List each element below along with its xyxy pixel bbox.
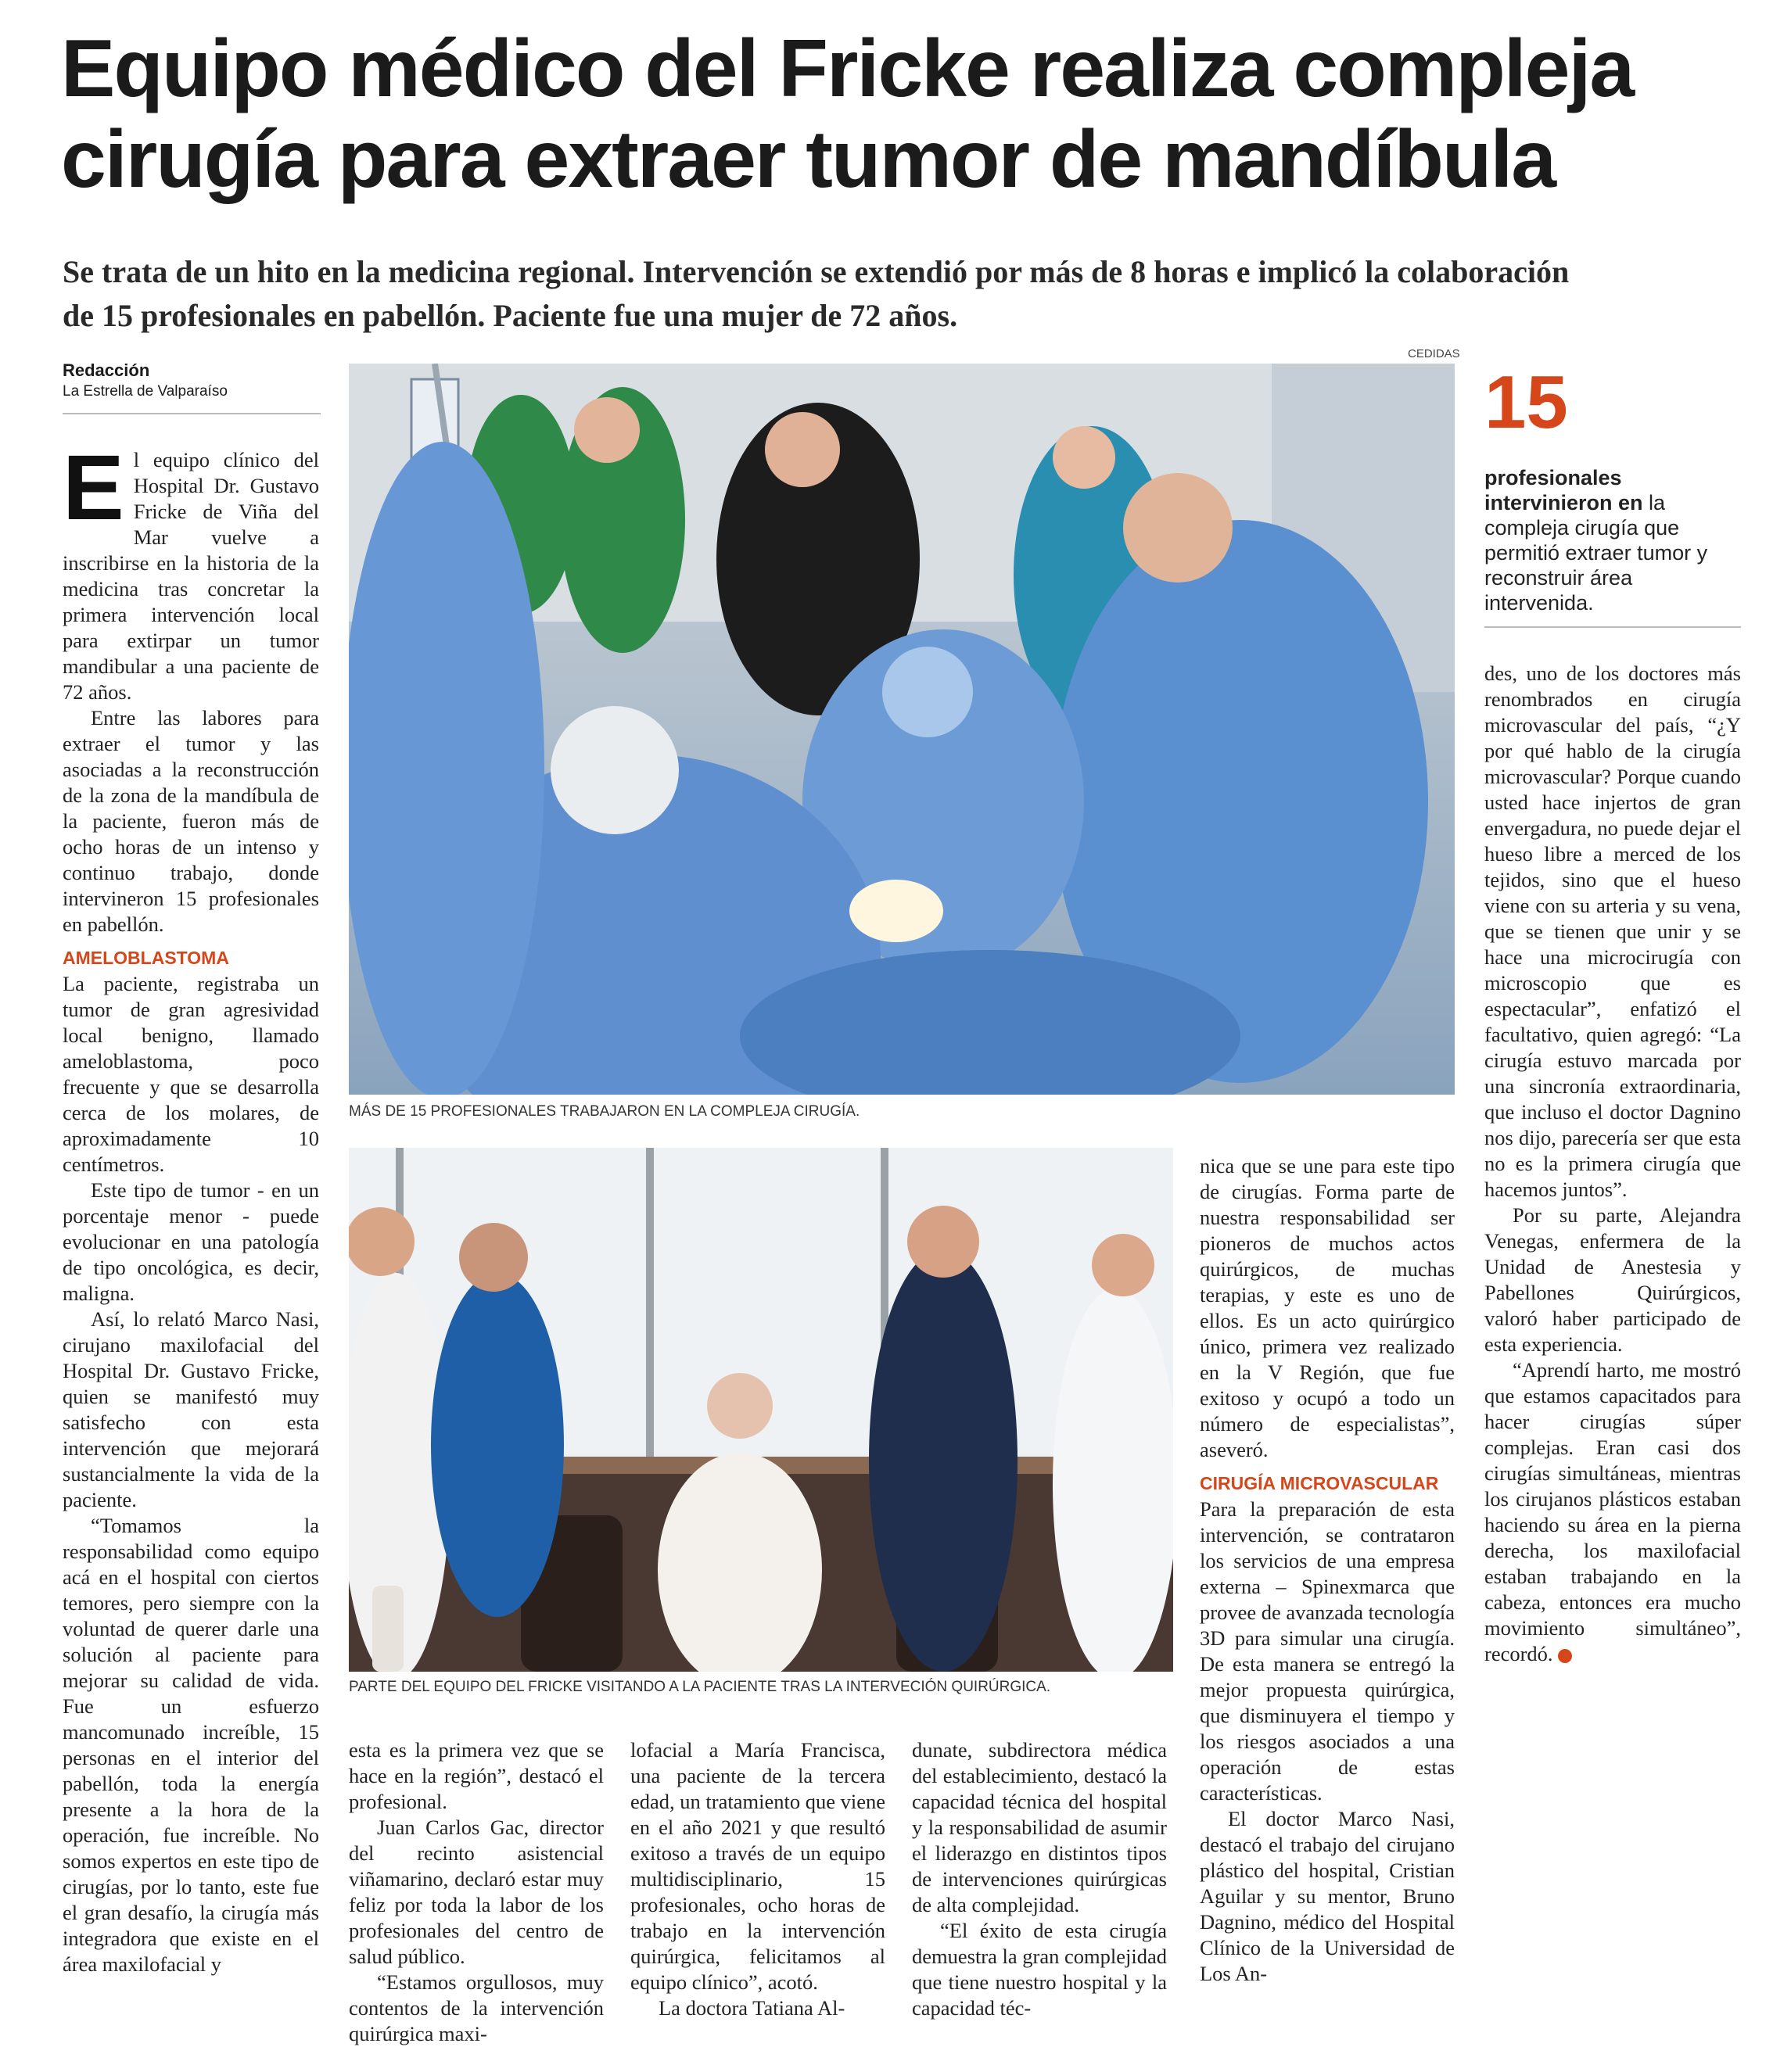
subhead-cirugia-microvascular: CIRUGÍA MICROVASCULAR [1200,1473,1439,1493]
stat-text-rest: la compleja cirugía que permitió extraer tumor y reconstruir área intervenida. [1484,491,1708,615]
col6-p3-text: “Aprendí harto, me mostró que estamos capacitados para hacer cirugías súper complejas. Eran casi dos cirugías simultáneas, mientras los cirujanos plásticos estaban haciendo su área en la pierna derecha, los maxilofacial estaban trabajando en la cabeza, entonces era mucho movimiento simultáneo”, recordó. [1484,1358,1741,1665]
col2-paragraph-3: “Estamos orgullosos, muy contentos de la intervención quirúrgica maxi- [349,1970,604,2045]
col6-paragraph-2: Por su parte, Alejandra Venegas, enfermera de la Unidad de Anestesia y Pabellones Quirúrgicos, valoró haber participado de esta experiencia. [1484,1203,1741,1356]
column-2 [349,1737,604,2047]
headline [61,23,1743,205]
col1-paragraph-3: La paciente, registraba un tumor de gran agresividad local benigno, llamado ameloblastoma, poco frecuente y que se desarrolla cerca de los molares, de aproximadamente 10 centímetros. [63,972,319,1176]
headline-line-1: Equipo médico del Fricke realiza compleja [61,23,1634,114]
byline-name: Redacción [63,360,150,380]
deck-line-2: de 15 profesionales en pabellón. Paciente fue una mujer de 72 años. [63,298,958,333]
col4-paragraph-1: dunate, subdirectora médica del establecimiento, destacó la capacidad técnica del hospital y la responsabilidad de asumir el liderazgo en distintos tipos de intervenciones quirúrgicas de alta complejidad. [912,1738,1167,1916]
col2-paragraph-2: Juan Carlos Gac, director del recinto asistencial viñamarino, declaró estar muy feliz por toda la labor de los profesionales del centro de salud público. [349,1816,604,1968]
col3-paragraph-2: La doctora Tatiana Al- [659,1996,845,2020]
col4-paragraph-2: “El éxito de esta cirugía demuestra la gran complejidad que tiene nuestro hospital y la capacidad téc- [912,1919,1167,2020]
surgery-illustration [349,364,1455,1095]
col1-paragraph-4: Este tipo de tumor - en un porcentaje menor - puede evolucionar en una patología de tipo oncológica, es decir, maligna. [63,1178,319,1305]
column-6 [1484,661,1741,1667]
col5-paragraph-3: El doctor Marco Nasi, destacó el trabajo del cirujano plástico del hospital, Cristian Aguilar y su mentor, Bruno Dagnino, médico del Hospital Clínico de la Universidad de Los An- [1200,1807,1455,1985]
surgery-photo [349,364,1455,1095]
col3-paragraph-1: lofacial a María Francisca, una paciente de la tercera edad, un tratamiento que viene en el año 2021 y que resultó exitoso a través de un equipo multidisciplinario, 15 profesionales, ocho horas de trabajo en la intervención quirúrgica, felicitamos al equipo clínico”, acotó. [630,1738,885,1994]
patient-visit-photo [349,1148,1173,1672]
col1-paragraph-1 [63,436,319,705]
deck-line-1: Se trata de un hito en la medicina regional. Intervención se extendió por más de 8 horas e implicó la colaboración [63,254,1570,289]
stat-text-bold: profesionales intervinieron en [1484,466,1643,514]
column-1 [63,436,319,1977]
byline-paper: La Estrella de Valparaíso [63,383,228,400]
stat-box [1484,360,1741,628]
col1-p1-text: l equipo clínico del Hospital Dr. Gustavo Fricke de Viña del Mar vuelve a inscribirse en la historia de la medicina tras concretar la primera intervención local para extirpar un tumor mandibular a una paciente de 72 años. [63,448,319,704]
col6-paragraph-3 [1484,1357,1741,1667]
col5-paragraph-1: nica que se une para este tipo de cirugías. Forma parte de nuestra responsabilidad ser pioneros de muchos actos quirúrgicos, de muchas terapias, y este es uno de ellos. Es un acto quirúrgico único, primera vez realizado en la V Región, que fue exitoso y ocupó a todo un número de especialistas”, aseveró. [1200,1154,1455,1461]
stat-text [1484,465,1741,615]
col5-paragraph-2: Para la preparación de esta intervención, se contrataron los servicios de una empresa externa – Spinexmarca que provee de avanzada tecnología 3D para simular una cirugía. De esta manera se entregó la mejor propuesta quirúrgica, que disminuyera el tiempo y los riesgos asociados a una operación de estas características. [1200,1497,1455,1805]
col2-paragraph-1: esta es la primera vez que se hace en la región”, destacó el profesional. [349,1738,604,1813]
patient-visit-illustration [349,1148,1173,1672]
byline [63,360,321,414]
drop-cap: E [63,436,124,540]
caption-patient-visit-photo: PARTE DEL EQUIPO DEL FRICKE VISITANDO A LA PACIENTE TRAS LA INTERVECIÓN QUIRÚRGICA. [349,1679,1051,1695]
col1-paragraph-2: Entre las labores para extraer el tumor y las asociadas a la reconstrucción de la zona de la mandíbula de la paciente, fueron más de ocho horas de un intenso y continuo trabajo, donde intervineron 15 profesionales en pabellón. [63,706,319,936]
column-5 [1200,1153,1455,1987]
subhead-ameloblastoma: AMELOBLASTOMA [63,948,229,968]
col1-paragraph-6: “Tomamos la responsabilidad como equipo acá en el hospital con ciertos temores, pero siempre con la voluntad de querer darle una solución al paciente para mejorar su calidad de vida. Fue un esfuerzo mancomunado increíble, 15 personas en el interior del pabellón, toda la energía presente a la hora de la operación, fue increíble. No somos expertos en este tipo de cirugías, por lo tanto, este fue el gran desafío, la cirugía más integradora que existe en el área maxilofacial y [63,1514,319,1976]
column-3 [630,1737,885,2021]
stat-number: 15 [1484,360,1568,444]
headline-line-2: cirugía para extraer tumor de mandíbula [61,114,1556,205]
deck [63,250,1744,338]
col1-paragraph-5: Así, lo relató Marco Nasi, cirujano maxilofacial del Hospital Dr. Gustavo Fricke, quien se manifestó muy satisfecho con esta intervención que mejorará sustancialmente la vida de la paciente. [63,1307,319,1511]
col6-paragraph-1: des, uno de los doctores más renombrados en cirugía microvascular del país, “¿Y por qué hablo de la cirugía microvascular? Porque cuando usted hace injertos de gran envergadura, no puede dejar el hueso libre a merced de los tejidos, sino que el hueso viene con su arteria y su vena, que se tienen que unir y se hace una microcirugía con microscopio que es espectacular”, enfatizó el facultativo, quien agregó: “La cirugía estuvo marcada por una sincronía extraordinaria, que incluso el doctor Dagnino nos dijo, parecería ser que esta no es la primera cirugía que hacemos juntos”. [1484,661,1741,1201]
end-mark-icon: ✪ [1558,1649,1572,1663]
column-4 [912,1737,1167,2021]
photo-credit: CEDIDAS [1408,347,1460,360]
caption-surgery-photo: MÁS DE 15 PROFESIONALES TRABAJARON EN LA COMPLEJA CIRUGÍA. [349,1103,860,1120]
